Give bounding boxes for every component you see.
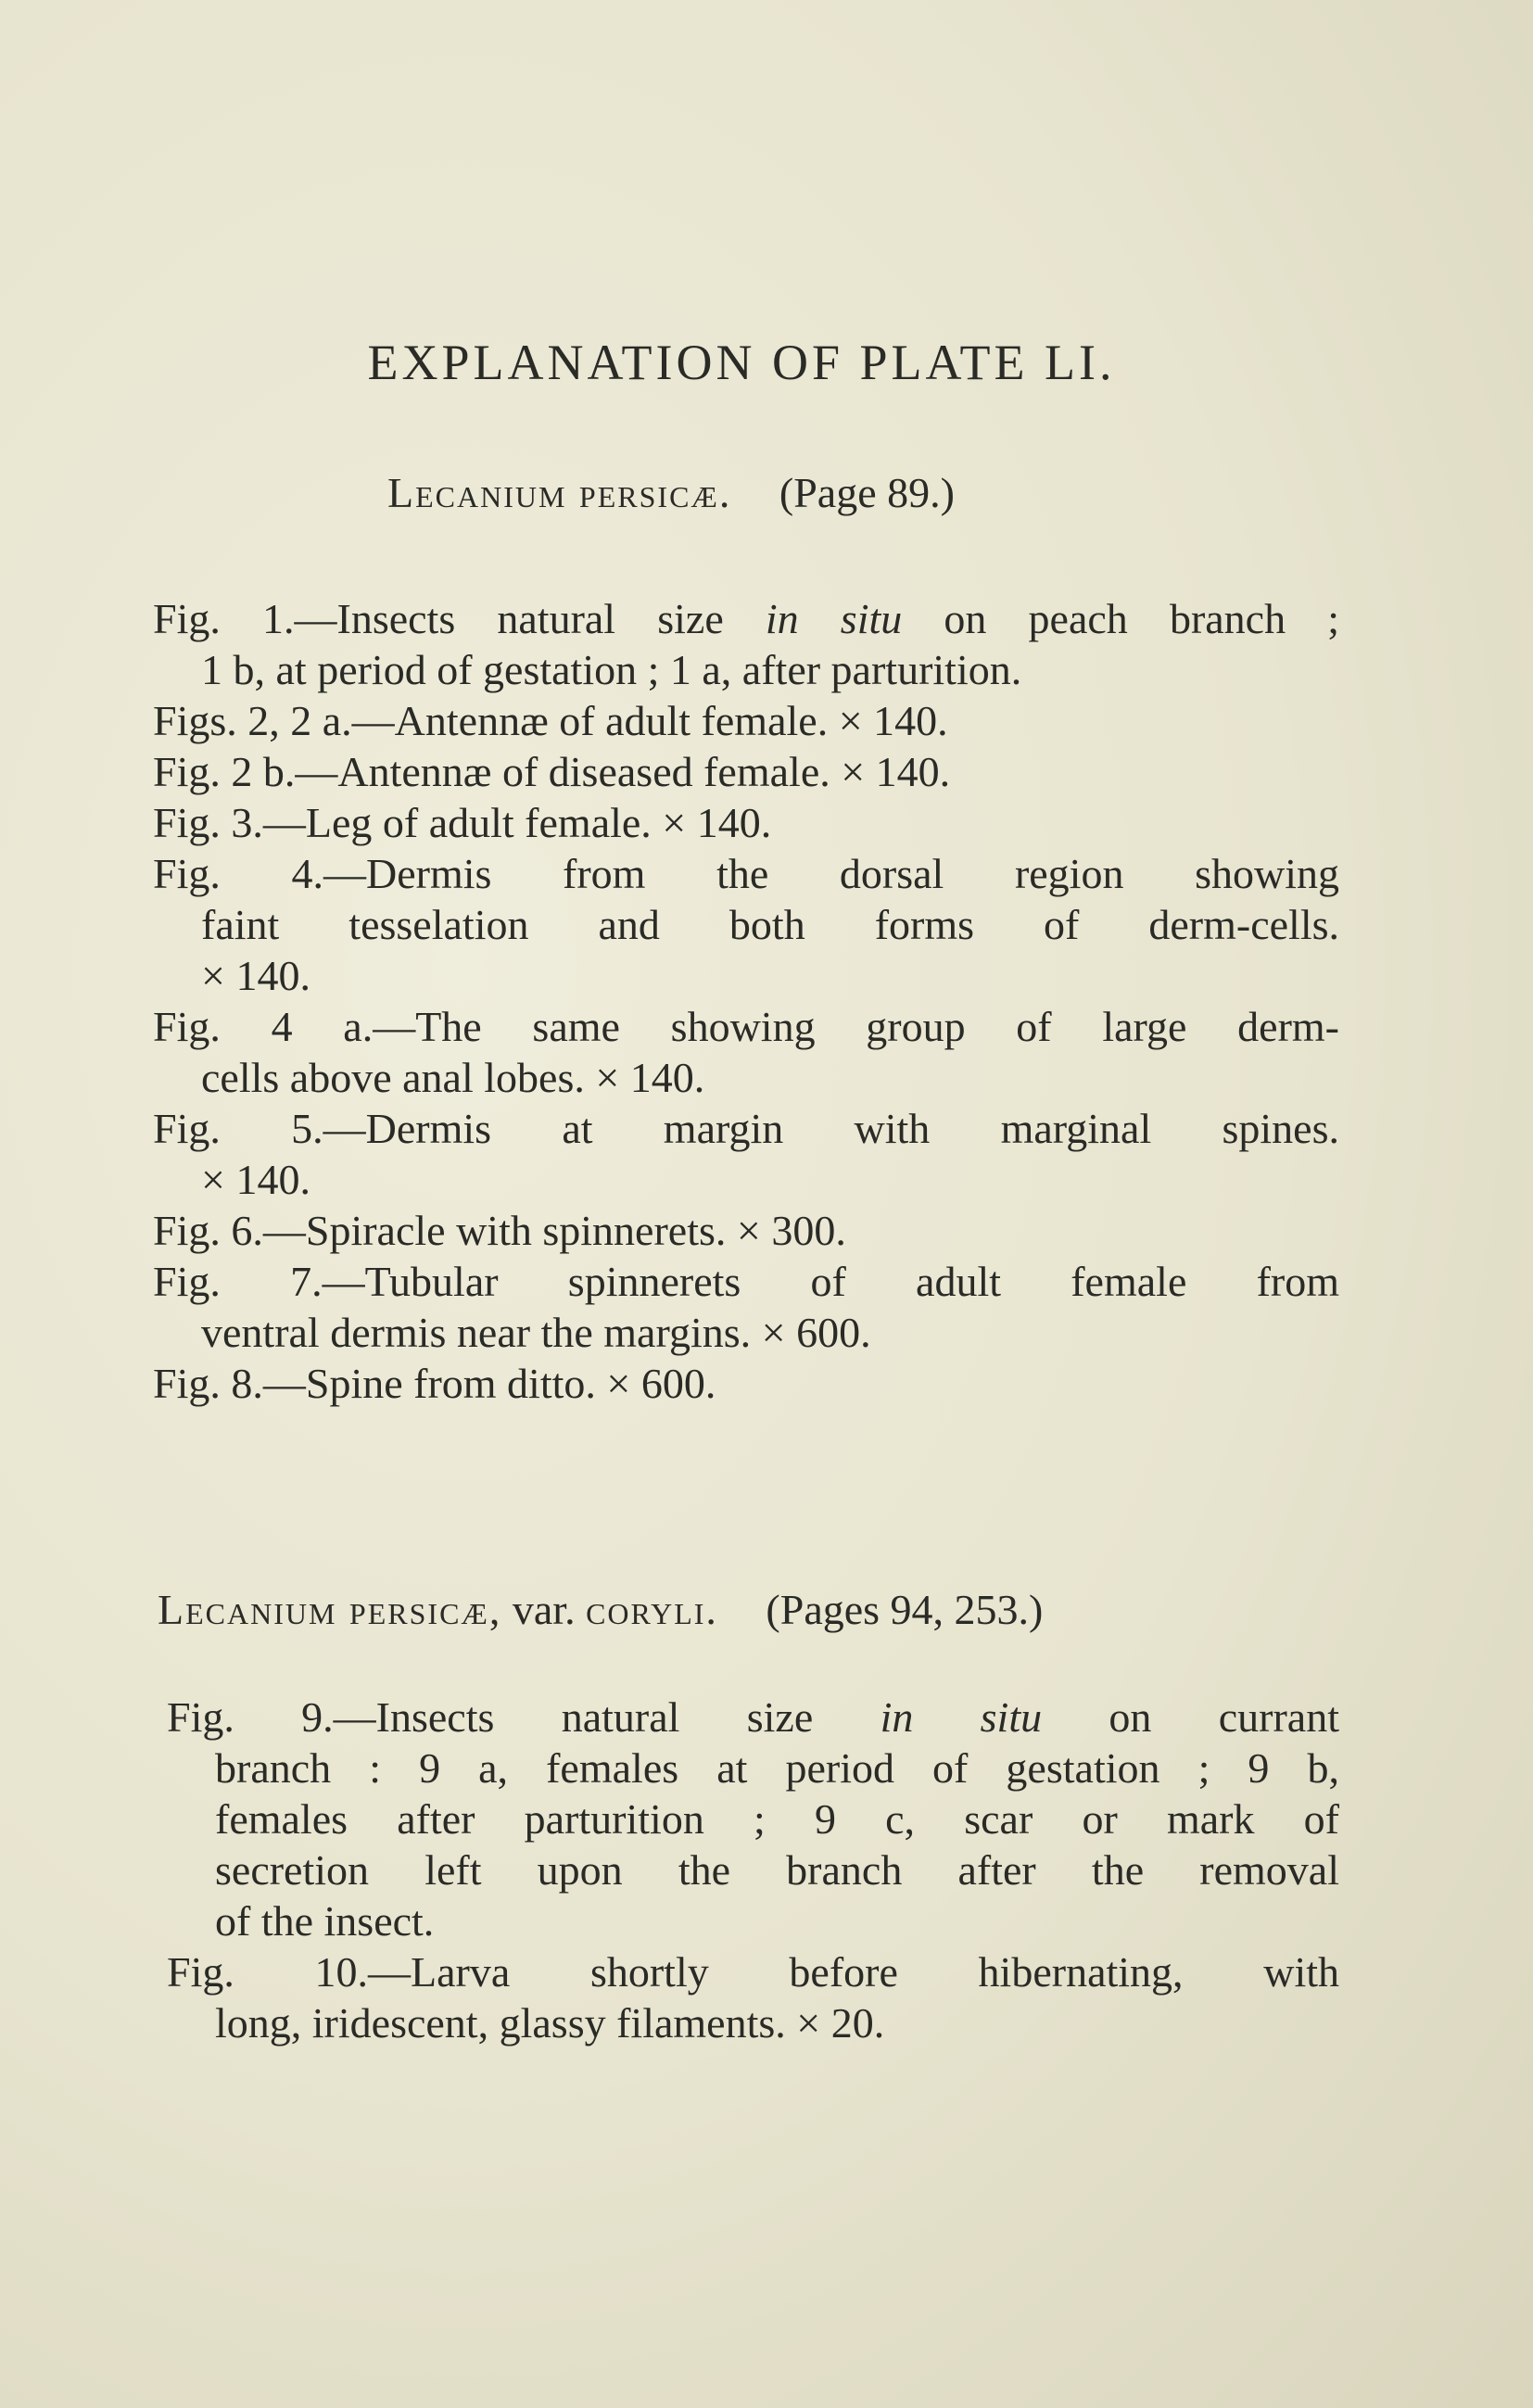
section2-variety: coryli. — [586, 1586, 718, 1633]
fig10-line2: long, iridescent, glassy filaments. × 20. — [215, 1999, 885, 2047]
fig9-italic: in situ — [880, 1693, 1043, 1741]
fig7-line1: Fig. 7.—Tubular spinnerets of adult female from — [153, 1258, 1339, 1305]
fig9-line2: branch : 9 a, females at period of gestation ; 9 b, — [215, 1744, 1339, 1792]
fig2b-line: Fig. 2 b.—Antennæ of diseased female. × 140. — [153, 748, 951, 795]
fig9-line3: females after parturition ; 9 c, scar or mark of — [215, 1795, 1339, 1843]
fig1-line1 — [153, 593, 1339, 644]
fig6-line: Fig. 6.—Spiracle with spinnerets. × 300. — [153, 1207, 846, 1254]
fig1-italic: in situ — [765, 595, 903, 642]
fig9-line5: of the insect. — [215, 1897, 435, 1945]
fig9-line4: secretion left upon the branch after the removal — [215, 1846, 1339, 1894]
fig9-text-a: Fig. 9.—Insects natural size — [167, 1693, 881, 1741]
fig8-line: Fig. 8.—Spine from ditto. × 600. — [153, 1360, 716, 1407]
fig9-text-b: on currant — [1042, 1693, 1339, 1741]
fig4-line3: × 140. — [201, 952, 310, 999]
fig5-line2: × 140. — [201, 1156, 310, 1203]
fig1-text-a: Fig. 1.—Insects natural size — [153, 595, 766, 642]
fig4a-line2: cells above anal lobes. × 140. — [201, 1054, 705, 1101]
fig1-text-b: on peach branch ; — [902, 595, 1340, 642]
fig3-line: Fig. 3.—Leg of adult female. × 140. — [153, 799, 772, 846]
section1-pages: (Page 89.) — [779, 469, 955, 516]
fig1-line2: 1 b, at period of gestation ; 1 a, after parturition. — [201, 646, 1022, 693]
section2-var: var. — [501, 1586, 587, 1633]
section1-entries — [153, 593, 1339, 1409]
fig5-line1: Fig. 5.—Dermis at margin with marginal spines. — [153, 1105, 1339, 1152]
fig9-line1 — [167, 1692, 1339, 1743]
section1-title — [387, 468, 955, 517]
fig10-line1: Fig. 10.—Larva shortly before hibernating, with — [167, 1948, 1339, 1996]
fig4a-line1: Fig. 4 a.—The same showing group of large derm- — [153, 1003, 1339, 1050]
page-heading: EXPLANATION OF PLATE LI. — [367, 335, 1116, 390]
fig4-line2: faint tesselation and both forms of derm-cells. — [201, 901, 1339, 948]
section2-pages: (Pages 94, 253.) — [766, 1586, 1044, 1633]
fig7-line2: ventral dermis near the margins. × 600. — [201, 1309, 871, 1356]
section2-title — [158, 1585, 1043, 1634]
fig2-line: Figs. 2, 2 a.—Antennæ of adult female. × 140. — [153, 697, 948, 744]
section2-entries — [167, 1692, 1339, 2048]
fig4-line1: Fig. 4.—Dermis from the dorsal region showing — [153, 850, 1339, 897]
section2-species: Lecanium persicæ, — [158, 1586, 502, 1633]
section1-species: Lecanium persicæ. — [387, 469, 732, 516]
